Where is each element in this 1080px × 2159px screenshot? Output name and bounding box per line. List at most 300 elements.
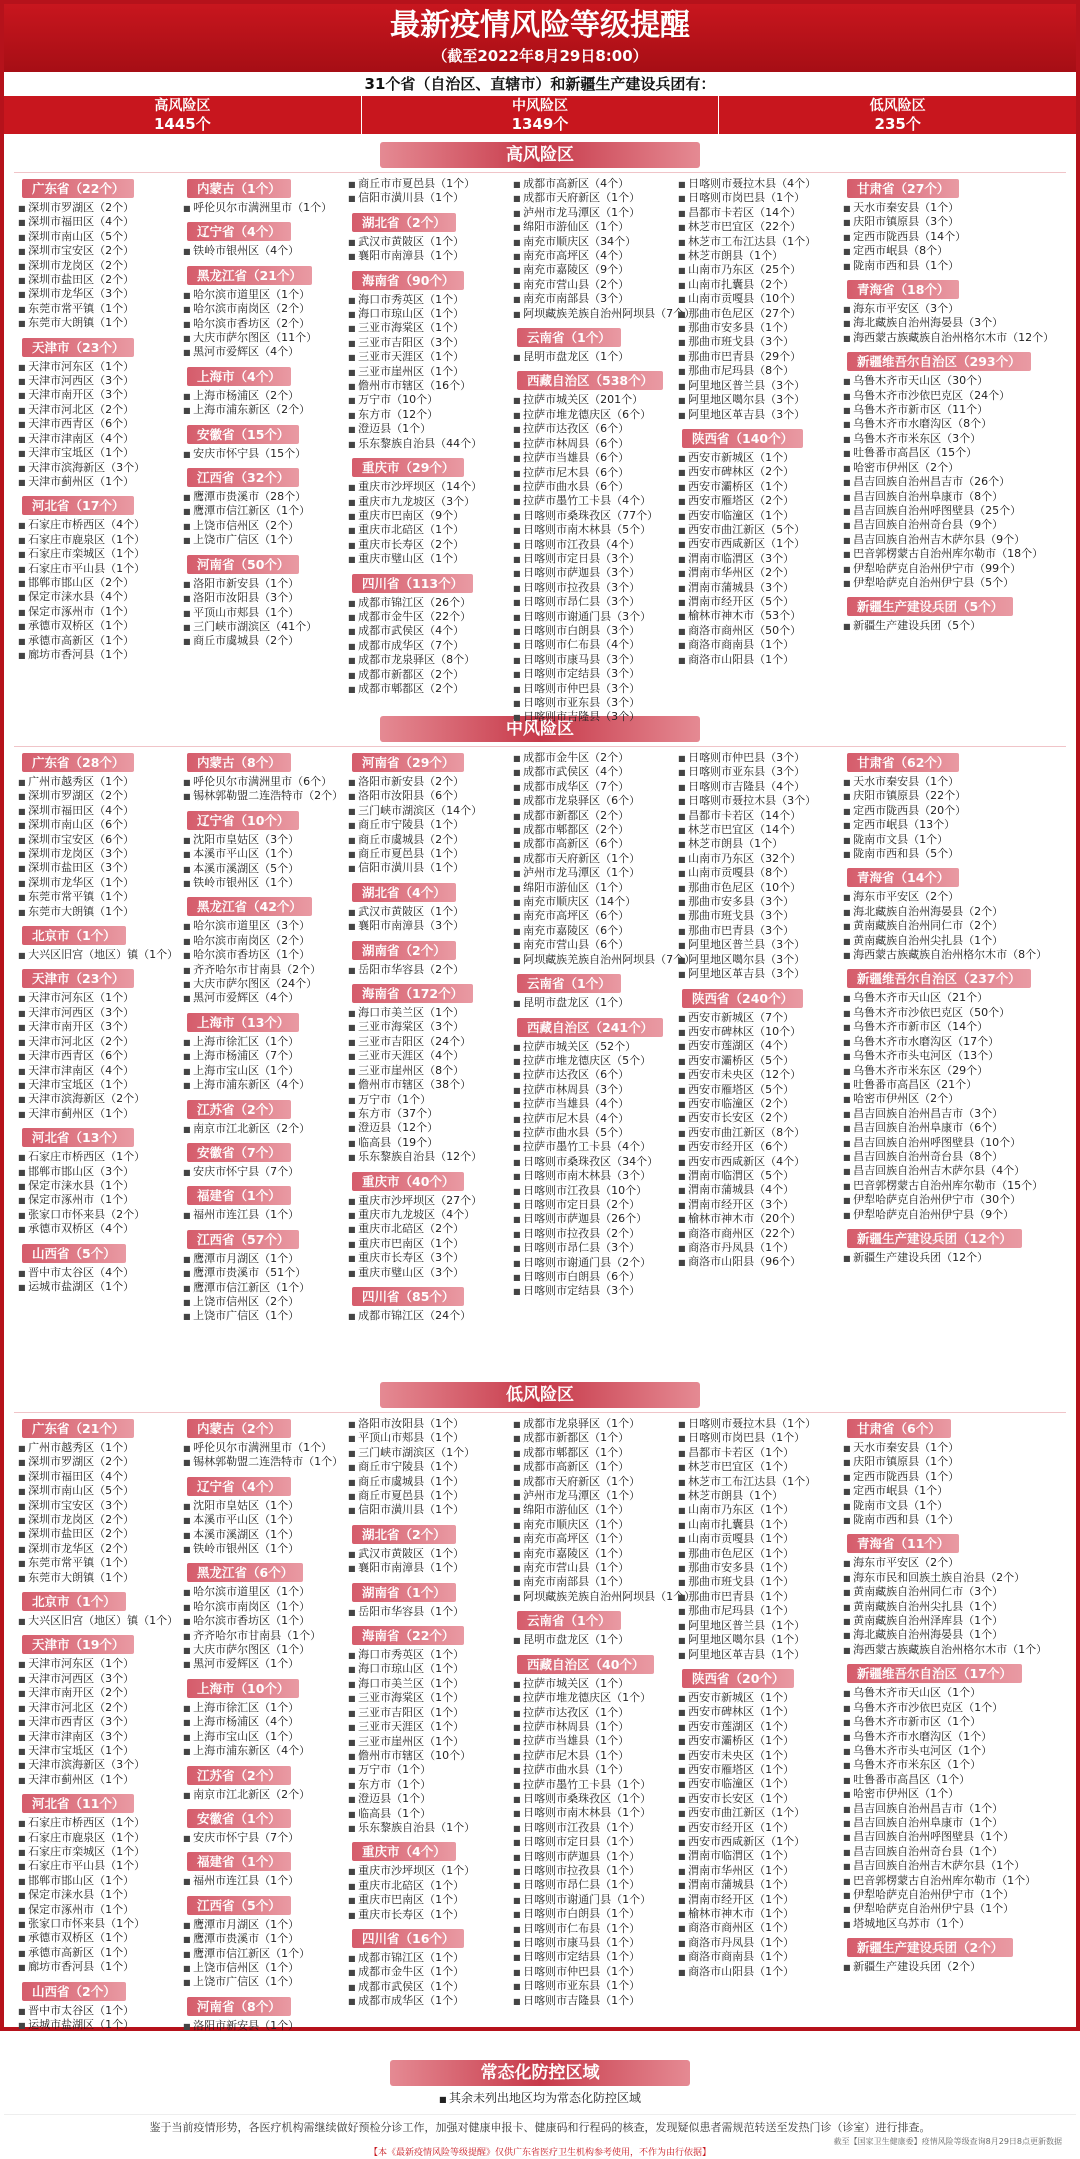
district-item: ■ 日喀则市昂仁县（1个） [509, 1878, 674, 1892]
district-item: ■ 吐鲁番市高昌区（21个） [839, 1078, 1069, 1092]
district-item: ■ 乌鲁木齐市新市区（1个） [839, 1715, 1069, 1729]
district-item: ■ 昌都市卡若区（14个） [674, 206, 839, 220]
district-item: ■ 天津市河西区（3个） [14, 1006, 179, 1020]
district-item: ■ 那曲市巴青县（3个） [674, 924, 839, 938]
province-group [179, 553, 344, 649]
tier-count: 1349个 [511, 115, 569, 133]
district-item: ■ 晋中市太谷区（4个） [14, 1266, 179, 1280]
district-item: ■ 那曲市安多县（1个） [674, 1561, 839, 1575]
province-label: 陕西省（20个） [682, 1669, 794, 1688]
district-item: ■ 那曲市尼玛县（1个） [674, 1604, 839, 1618]
district-item: ■ 哈尔滨市道里区（1个） [179, 1585, 344, 1599]
district-item: ■ 榆林市神木市（1个） [674, 1907, 839, 1921]
province-group [14, 1417, 179, 1585]
district-item: ■ 东方市（1个） [344, 1778, 509, 1792]
district-item: ■ 商洛市商南县（1个） [674, 638, 839, 652]
region-column [14, 1417, 179, 2037]
region-column [509, 751, 696, 1304]
district-item: ■ 成都市武侯区（4个） [509, 765, 674, 779]
district-item: ■ 南充市嘉陵区（9个） [509, 263, 674, 277]
province-label: 北京市（1个） [22, 926, 126, 945]
province-group [14, 177, 179, 331]
district-item: ■ 成都市高新区（6个） [509, 837, 674, 851]
district-item: ■ 大庆市萨尔图区（1个） [179, 1643, 344, 1657]
district-item: ■ 安庆市怀宁县（7个） [179, 1165, 344, 1179]
district-item: ■ 石家庄市桥西区（1个） [14, 1150, 179, 1164]
district-item: ■ 林芝市巴宜区（14个） [674, 823, 839, 837]
district-item: ■ 拉萨市达孜区（6个） [509, 1068, 674, 1082]
district-item: ■ 成都市锦江区（26个） [344, 596, 509, 610]
district-item: ■ 昌吉回族自治州呼图壁县（10个） [839, 1136, 1069, 1150]
district-item: ■ 天津市滨海新区（2个） [14, 1092, 179, 1106]
district-item: ■ 阿里地区普兰县（1个） [674, 1619, 839, 1633]
district-item: ■ 成都市新都区（2个） [344, 668, 509, 682]
district-item: ■ 商洛市商州区（50个） [674, 624, 839, 638]
district-item: ■ 日喀则市仲巴县（3个） [674, 751, 839, 765]
district-item: ■ 重庆市巴南区（1个） [344, 1237, 509, 1251]
district-item: ■ 三亚市海棠区（3个） [344, 1020, 509, 1034]
province-label: 甘肃省（27个） [847, 179, 959, 198]
district-item: ■ 重庆市璧山区（3个） [344, 1266, 509, 1280]
district-item: ■ 日喀则市江孜县（10个） [509, 1184, 674, 1198]
province-label: 天津市（23个） [22, 969, 134, 988]
district-item: ■ 西安市曲江新区（1个） [674, 1806, 839, 1820]
province-group [839, 866, 1069, 962]
district-item: ■ 日喀则市萨迦县（3个） [509, 566, 674, 580]
district-item: ■ 山南市扎囊县（1个） [674, 1518, 839, 1532]
district-item: ■ 拉萨市林周县（3个） [509, 1083, 674, 1097]
district-item: ■ 黄南藏族自治州泽库县（1个） [839, 1614, 1069, 1628]
district-item: ■ 塔城地区乌苏市（1个） [839, 1917, 1069, 1931]
province-label: 重庆市（40个） [352, 1172, 464, 1191]
province-group [344, 1624, 509, 1835]
province-group [839, 595, 1069, 633]
district-item: ■ 上饶市广信区（1个） [179, 1309, 344, 1323]
district-item: ■ 深圳市罗湖区（2个） [14, 201, 179, 215]
district-item: ■ 邯郸市邯山区（1个） [14, 1874, 179, 1888]
district-item: ■ 日喀则市聂拉木县（1个） [674, 1417, 839, 1431]
district-item: ■ 拉萨市城关区（1个） [509, 1677, 674, 1691]
district-item: ■ 昌吉回族自治州呼图壁县（1个） [839, 1830, 1069, 1844]
district-item: ■ 临高县（19个） [344, 1136, 509, 1150]
province-group [839, 1936, 1069, 1974]
district-item: ■ 保定市涿州市（1个） [14, 1903, 179, 1917]
province-label: 天津市（19个） [22, 1635, 134, 1654]
district-item: ■ 陇南市西和县（1个） [839, 259, 1069, 273]
province-group [839, 1532, 1069, 1657]
district-item: ■ 日喀则市亚东县（3个） [509, 696, 674, 710]
district-item: ■ 昆明市盘龙区（1个） [509, 1633, 674, 1647]
district-item: ■ 三亚市海棠区（1个） [344, 1691, 509, 1705]
district-item: ■ 拉萨市城关区（52个） [509, 1040, 674, 1054]
district-item: ■ 成都市郫都区（2个） [509, 823, 674, 837]
district-item: ■ 拉萨市堆龙德庆区（6个） [509, 408, 674, 422]
district-item: ■ 定西市陇西县（14个） [839, 230, 1069, 244]
province-label: 重庆市（4个） [352, 1842, 456, 1861]
district-item: ■ 巴音郭楞蒙古自治州库尔勒市（15个） [839, 1179, 1069, 1193]
district-item: ■ 泸州市龙马潭区（1个） [509, 866, 674, 880]
province-group [14, 1633, 179, 1787]
district-item: ■ 昌吉回族自治州阜康市（8个） [839, 490, 1069, 504]
district-item: ■ 鹰潭市月湖区（1个） [179, 1918, 344, 1932]
district-item: ■ 渭南市蒲城县（4个） [674, 1183, 839, 1197]
district-item: ■ 成都市天府新区（1个） [509, 191, 674, 205]
province-group [179, 1141, 344, 1179]
province-group [344, 1581, 509, 1619]
district-item: ■ 澄迈县（1个） [344, 422, 509, 436]
district-item: ■ 日喀则市南木林县（3个） [509, 1169, 674, 1183]
district-item: ■ 阿里地区普兰县（3个） [674, 379, 839, 393]
district-item: ■ 林芝市巴宜区（1个） [674, 1460, 839, 1474]
district-item: ■ 西安市临潼区（1个） [674, 509, 839, 523]
summary-line: 31个省（自治区、直辖市）和新疆生产建设兵团有： [364, 75, 716, 93]
province-group [179, 1011, 344, 1093]
province-label: 江西省（32个） [187, 468, 299, 487]
district-item: ■ 山南市乃东区（25个） [674, 263, 839, 277]
district-item: ■ 重庆市巴南区（1个） [344, 1893, 509, 1907]
district-item: ■ 阿里地区革吉县（3个） [674, 967, 839, 981]
province-label: 湖南省（1个） [352, 1583, 456, 1602]
province-group [179, 809, 344, 891]
district-item: ■ 日喀则市吉隆县（4个） [674, 780, 839, 794]
province-group [179, 1475, 344, 1557]
province-group [179, 1850, 344, 1888]
district-item: ■ 西安市西咸新区（1个） [674, 537, 839, 551]
province-label: 湖北省（2个） [352, 213, 456, 232]
district-item: ■ 南充市嘉陵区（1个） [509, 1547, 674, 1561]
district-item: ■ 东莞市常平镇（1个） [14, 890, 179, 904]
district-item: ■ 西安市长安区（1个） [674, 1792, 839, 1806]
province-label: 黑龙江省（42个） [187, 897, 312, 916]
district-item: ■ 林芝市朗县（1个） [674, 249, 839, 263]
district-item: ■ 乐东黎族自治县（44个） [344, 437, 509, 451]
province-group [179, 1098, 344, 1136]
district-item: ■ 石家庄市平山县（1个） [14, 562, 179, 576]
district-item: ■ 日喀则市定日县（1个） [509, 1835, 674, 1849]
district-item: ■ 上海市浦东新区（4个） [179, 1078, 344, 1092]
district-item: ■ 鹰潭市信江新区（1个） [179, 504, 344, 518]
district-item: ■ 运城市盐湖区（1个） [14, 1280, 179, 1294]
district-item: ■ 成都市高新区（1个） [509, 1460, 674, 1474]
district-item: ■ 日喀则市桑珠孜区（34个） [509, 1155, 674, 1169]
district-item: ■ 那曲市班戈县（3个） [674, 909, 839, 923]
district-item: ■ 阿坝藏族羌族自治州阿坝县（7个） [509, 953, 674, 967]
province-label: 海南省（90个） [352, 271, 464, 290]
district-item: ■ 呼伦贝尔市满洲里市（6个） [179, 775, 344, 789]
district-item: ■ 重庆市九龙坡区（4个） [344, 1208, 509, 1222]
district-item: ■ 承德市高新区（1个） [14, 1946, 179, 1960]
district-item: ■ 昌都市卡若区（1个） [674, 1446, 839, 1460]
district-item: ■ 新疆生产建设兵团（2个） [839, 1960, 1069, 1974]
district-item: ■ 日喀则市南木林县（1个） [509, 1806, 674, 1820]
province-group [839, 1662, 1069, 1931]
tier-name: 高风险区 [154, 98, 211, 114]
district-item: ■ 林芝市工布江达县（1个） [674, 1475, 839, 1489]
district-item: ■ 日喀则市谢通门县（2个） [509, 1256, 674, 1270]
district-item: ■ 定西市岷县（1个） [839, 1484, 1069, 1498]
district-item: ■ 那曲市巴青县（1个） [674, 1590, 839, 1604]
district-item: ■ 石家庄市桥西区（1个） [14, 1816, 179, 1830]
district-item: ■ 洛阳市汝阳县（1个） [344, 1417, 509, 1431]
district-item: ■ 成都市成华区（7个） [509, 780, 674, 794]
province-group [344, 572, 509, 697]
province-label: 河北省（17个） [22, 496, 134, 515]
district-item: ■ 那曲市巴青县（29个） [674, 350, 839, 364]
tier-count: 235个 [874, 115, 921, 133]
district-item: ■ 渭南市临渭区（1个） [674, 1849, 839, 1863]
district-item: ■ 西安市西咸新区（1个） [674, 1835, 839, 1849]
district-item: ■ 张家口市怀来县（2个） [14, 1208, 179, 1222]
district-item: ■ 商洛市丹凤县（1个） [674, 1936, 839, 1950]
district-item: ■ 绵阳市游仙区（1个） [509, 220, 674, 234]
district-item: ■ 成都市天府新区（1个） [509, 1475, 674, 1489]
advice-text: 鉴于当前疫情形势，各医疗机构需继续做好预检分诊工作，加强对健康申报卡、健康码和行程码的核查，发现疑似患者需规范转送至发热门诊（诊室）进行排查。 [4, 2114, 1076, 2137]
province-label: 山西省（2个） [22, 1982, 126, 2001]
district-item: ■ 西安市经开区（6个） [674, 1140, 839, 1154]
district-item: ■ 伊犁哈萨克自治州伊宁市（30个） [839, 1193, 1069, 1207]
district-item: ■ 武汉市黄陂区（1个） [344, 1547, 509, 1561]
district-item: ■ 乌鲁木齐市新市区（14个） [839, 1020, 1069, 1034]
district-item: ■ 巴音郭楞蒙古自治州库尔勒市（18个） [839, 547, 1069, 561]
province-label: 江西省（5个） [187, 1896, 291, 1915]
district-item: ■ 上饶市广信区（1个） [179, 533, 344, 547]
district-item: ■ 昌吉回族自治州奇台县（8个） [839, 1150, 1069, 1164]
district-item: ■ 乌鲁木齐市头屯河区（1个） [839, 1744, 1069, 1758]
district-item: ■ 上海市徐汇区（1个） [179, 1701, 344, 1715]
district-item: ■ 鹰潭市贵溪市（1个） [179, 1932, 344, 1946]
district-item: ■ 深圳市龙岗区（2个） [14, 259, 179, 273]
district-item: ■ 黄南藏族自治州同仁市（3个） [839, 1585, 1069, 1599]
district-item: ■ 乌鲁木齐市米东区（1个） [839, 1758, 1069, 1772]
district-item: ■ 拉萨市曲水县（5个） [509, 1126, 674, 1140]
district-item: ■ 泸州市龙马潭区（1个） [509, 206, 674, 220]
district-item: ■ 石家庄市桥西区（4个） [14, 518, 179, 532]
province-group [509, 326, 674, 364]
district-item: ■ 襄阳市南漳县（3个） [344, 919, 509, 933]
district-item: ■ 那曲市安多县（3个） [674, 895, 839, 909]
district-item: ■ 日喀则市仲巴县（3个） [509, 682, 674, 696]
district-item: ■ 天水市秦安县（1个） [839, 775, 1069, 789]
district-item: ■ 鹰潭市信江新区（1个） [179, 1281, 344, 1295]
province-label: 四川省（85个） [352, 1287, 464, 1306]
district-item: ■ 安庆市怀宁县（7个） [179, 1831, 344, 1845]
province-group [344, 1927, 509, 2009]
province-label: 江苏省（2个） [187, 1100, 291, 1119]
province-group [509, 369, 674, 724]
province-group [179, 1807, 344, 1845]
tier-name: 中风险区 [512, 98, 568, 114]
province-group [14, 751, 179, 919]
district-item: ■ 拉萨市墨竹工卡县（4个） [509, 1140, 674, 1154]
district-item: ■ 乌鲁木齐市水磨沟区（1个） [839, 1730, 1069, 1744]
district-item: ■ 天津市南开区（2个） [14, 1686, 179, 1700]
district-item: ■ 林芝市朗县（1个） [674, 1489, 839, 1503]
province-group [509, 751, 696, 967]
district-item: ■ 广州市越秀区（1个） [14, 775, 179, 789]
province-group [839, 177, 1069, 273]
district-item: ■ 深圳市龙华区（1个） [14, 876, 179, 890]
region-column [344, 1417, 509, 2014]
province-group [179, 1995, 344, 2033]
district-item: ■ 重庆市巴南区（9个） [344, 509, 509, 523]
district-item: ■ 西安市莲湖区（4个） [674, 1039, 839, 1053]
district-item: ■ 天津市西青区（6个） [14, 417, 179, 431]
district-item: ■ 重庆市北碚区（1个） [344, 1879, 509, 1893]
district-item: ■ 那曲市色尼区（10个） [674, 881, 839, 895]
region-column [839, 751, 1069, 1270]
district-item: ■ 南京市江北新区（2个） [179, 1122, 344, 1136]
district-item: ■ 拉萨市尼木县（1个） [509, 1749, 674, 1763]
district-item: ■ 沈阳市皇姑区（3个） [179, 833, 344, 847]
risk-tier-summary [4, 96, 1076, 134]
district-item: ■ 广州市越秀区（1个） [14, 1441, 179, 1455]
region-column [344, 751, 509, 1328]
district-item: ■ 哈尔滨市香坊区（1个） [179, 948, 344, 962]
district-item: ■ 日喀则市定结县（3个） [509, 667, 674, 681]
province-label: 福建省（1个） [187, 1186, 291, 1205]
district-item: ■ 张家口市怀来县（1个） [14, 1917, 179, 1931]
district-item: ■ 日喀则市白朗县（1个） [509, 1907, 674, 1921]
district-item: ■ 天津市河北区（2个） [14, 403, 179, 417]
district-item: ■ 乌鲁木齐市水磨沟区（8个） [839, 417, 1069, 431]
district-item: ■ 商丘市宁陵县（1个） [344, 1460, 509, 1474]
district-item: ■ 万宁市（1个） [344, 1093, 509, 1107]
province-label: 湖南省（2个） [352, 941, 456, 960]
mid-risk-section [14, 746, 1066, 1374]
district-item: ■ 重庆市沙坪坝区（14个） [344, 480, 509, 494]
district-item: ■ 日喀则市仁布县（4个） [509, 638, 674, 652]
district-item: ■ 深圳市龙华区（3个） [14, 287, 179, 301]
district-item: ■ 天津市河西区（3个） [14, 374, 179, 388]
district-item: ■ 那曲市班戈县（1个） [674, 1575, 839, 1589]
district-item: ■ 那曲市尼玛县（8个） [674, 364, 839, 378]
district-item: ■ 三亚市崖州区（1个） [344, 365, 509, 379]
province-group [674, 1667, 839, 1979]
district-item: ■ 西安市西咸新区（4个） [674, 1155, 839, 1169]
district-item: ■ 三门峡市湖滨区（41个） [179, 620, 344, 634]
province-label: 甘肃省（62个） [847, 753, 959, 772]
district-item: ■ 上海市徐汇区（1个） [179, 1035, 344, 1049]
district-item: ■ 黑河市爱辉区（4个） [179, 345, 344, 359]
district-item: ■ 伊犁哈萨克自治州伊宁县（9个） [839, 1208, 1069, 1222]
district-item: ■ 邯郸市邯山区（2个） [14, 576, 179, 590]
district-item: ■ 天津市宝坻区（1个） [14, 1744, 179, 1758]
district-item: ■ 庆阳市镇原县（1个） [839, 1455, 1069, 1469]
district-item: ■ 南充市南部县（1个） [509, 1575, 674, 1589]
district-item: ■ 成都市天府新区（1个） [509, 852, 674, 866]
district-item: ■ 深圳市盐田区（2个） [14, 273, 179, 287]
province-group [839, 1417, 1069, 1527]
district-item: ■ 山南市扎囊县（2个） [674, 278, 839, 292]
district-item: ■ 海口市秀英区（1个） [344, 1648, 509, 1662]
district-item: ■ 承德市高新区（1个） [14, 634, 179, 648]
province-label: 湖北省（4个） [352, 883, 456, 902]
district-item: ■ 商洛市商州区（22个） [674, 1227, 839, 1241]
district-item: ■ 万宁市（1个） [344, 1763, 509, 1777]
update-date: （截至2022年8月29日8:00） [432, 47, 648, 65]
district-item: ■ 鹰潭市贵溪市（51个） [179, 1266, 344, 1280]
district-item: ■ 日喀则市聂拉木县（4个） [674, 177, 839, 191]
district-item: ■ 大兴区旧宫（地区）镇（1个） [14, 948, 179, 962]
region-column [674, 751, 839, 1275]
district-item: ■ 日喀则市桑珠孜区（1个） [509, 1792, 674, 1806]
province-label: 广东省（22个） [22, 179, 134, 198]
district-item: ■ 万宁市（10个） [344, 393, 509, 407]
province-group [674, 427, 839, 667]
district-item: ■ 黑河市爱辉区（1个） [179, 1657, 344, 1671]
district-item: ■ 鹰潭市月湖区（1个） [179, 1252, 344, 1266]
district-item: ■ 阿里地区噶尔县（1个） [674, 1633, 839, 1647]
district-item: ■ 重庆市沙坪坝区（1个） [344, 1864, 509, 1878]
province-label: 辽宁省（10个） [187, 811, 299, 830]
page-title: 最新疫情风险等级提醒 [390, 8, 690, 43]
district-item: ■ 昌吉回族自治州奇台县（1个） [839, 1845, 1069, 1859]
region-column [674, 177, 839, 672]
district-item: ■ 昌吉回族自治州呼图壁县（25个） [839, 504, 1069, 518]
province-label: 福建省（1个） [187, 1852, 291, 1871]
province-group [839, 967, 1069, 1222]
district-item: ■ 伊犁哈萨克自治州伊宁市（99个） [839, 562, 1069, 576]
district-item: ■ 乌鲁木齐市沙依巴克区（50个） [839, 1006, 1069, 1020]
district-item: ■ 铁岭市银州区（1个） [179, 876, 344, 890]
district-item: ■ 西安市碑林区（2个） [674, 465, 839, 479]
district-item: ■ 西安市碑林区（1个） [674, 1705, 839, 1719]
district-item: ■ 拉萨市当雄县（6个） [509, 451, 674, 465]
district-item: ■ 那曲市班戈县（3个） [674, 335, 839, 349]
mid-risk-heading: 中风险区 [380, 716, 700, 742]
district-item: ■ 天水市秦安县（1个） [839, 1441, 1069, 1455]
district-item: ■ 天津市滨海新区（3个） [14, 1758, 179, 1772]
district-item: ■ 日喀则市康马县（3个） [509, 653, 674, 667]
region-column [839, 177, 1069, 639]
low-risk-section [14, 1412, 1066, 2052]
district-item: ■ 乌鲁木齐市天山区（30个） [839, 374, 1069, 388]
district-item: ■ 日喀则市拉孜县（3个） [509, 581, 674, 595]
district-item: ■ 日喀则市仲巴县（1个） [509, 1965, 674, 1979]
district-item: ■ 成都市金牛区（1个） [344, 1965, 509, 1979]
district-item: ■ 日喀则市白朗县（3个） [509, 624, 674, 638]
district-item: ■ 巴音郭楞蒙古自治州库尔勒市（1个） [839, 1874, 1069, 1888]
district-item: ■ 天津市宝坻区（1个） [14, 446, 179, 460]
district-item: ■ 三门峡市湖滨区（1个） [344, 1446, 509, 1460]
district-item: ■ 三门峡市湖滨区（14个） [344, 804, 509, 818]
district-item: ■ 阿坝藏族羌族自治州阿坝县（7个） [509, 307, 674, 321]
high-risk-heading: 高风险区 [380, 142, 700, 168]
district-item: ■ 成都市成华区（7个） [344, 639, 509, 653]
district-item: ■ 信阳市潢川县（1个） [344, 1503, 509, 1517]
district-item: ■ 日喀则市康马县（1个） [509, 1936, 674, 1950]
district-item: ■ 陇南市西和县（5个） [839, 847, 1069, 861]
province-label: 内蒙古（2个） [187, 1419, 291, 1438]
district-item: ■ 重庆市沙坪坝区（27个） [344, 1194, 509, 1208]
district-item: ■ 商洛市丹凤县（1个） [674, 1241, 839, 1255]
district-item: ■ 安庆市怀宁县（15个） [179, 447, 344, 461]
district-item: ■ 哈尔滨市香坊区（1个） [179, 1614, 344, 1628]
district-item: ■ 天津市南开区（3个） [14, 1020, 179, 1034]
province-group [839, 1227, 1069, 1265]
district-item: ■ 天津市南开区（3个） [14, 388, 179, 402]
district-item: ■ 拉萨市堆龙德庆区（1个） [509, 1691, 674, 1705]
district-item: ■ 上海市杨浦区（7个） [179, 1049, 344, 1063]
district-item: ■ 西安市曲江新区（8个） [674, 1126, 839, 1140]
province-label: 上海市（4个） [187, 367, 291, 386]
district-item: ■ 成都市新都区（2个） [509, 809, 674, 823]
district-item: ■ 乌鲁木齐市米东区（3个） [839, 432, 1069, 446]
district-item: ■ 东莞市常平镇（1个） [14, 1556, 179, 1570]
district-item: ■ 三亚市崖州区（8个） [344, 1064, 509, 1078]
district-item: ■ 重庆市长寿区（2个） [344, 538, 509, 552]
province-label: 新疆生产建设兵团（5个） [847, 597, 1013, 616]
